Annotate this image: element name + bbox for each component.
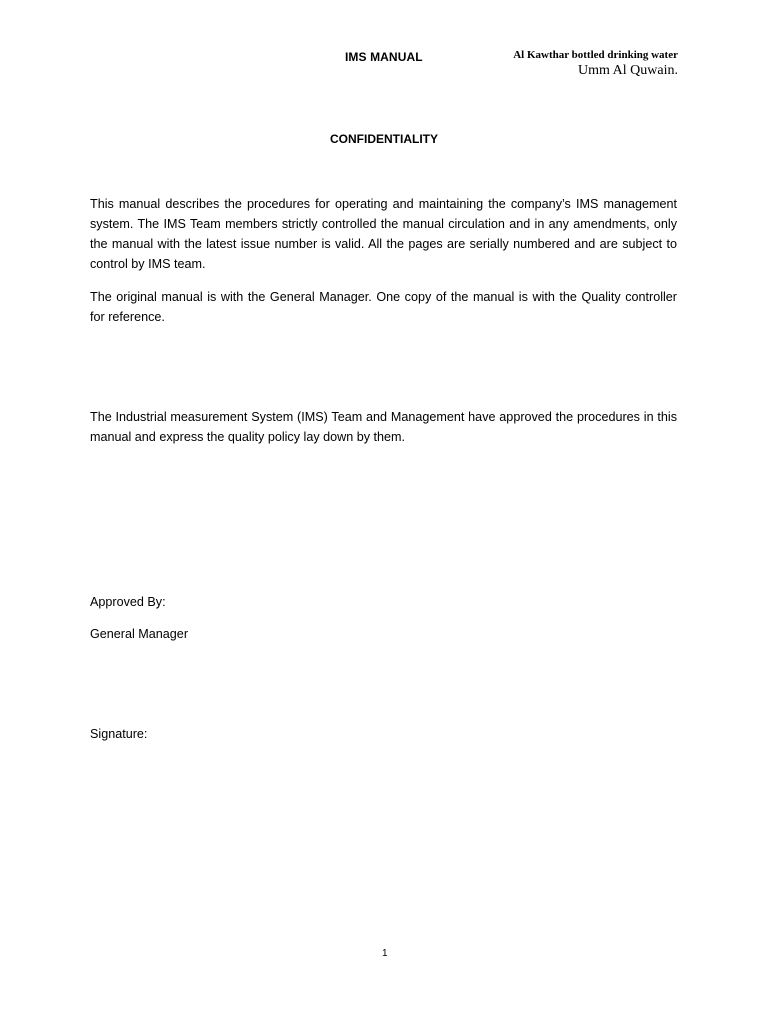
document-title: IMS MANUAL (345, 50, 423, 64)
company-name: Al Kawthar bottled drinking water (513, 49, 678, 61)
approver-title: General Manager (90, 627, 189, 641)
company-location: Umm Al Quwain. (578, 63, 678, 78)
page-number: 1 (382, 948, 388, 959)
company-block (513, 48, 678, 80)
approved-by-label: Approved By: (90, 595, 166, 609)
paragraph-manual-description: This manual describes the procedures for operating and maintaining the company’s IMS management system. The IMS Team members strictly controlled the manual circulation and in any amendments, only the manual with the latest issue number is valid. All the pages are serially numbered and are subject to control by IMS team. (90, 197, 677, 271)
section-heading: CONFIDENTIALITY (330, 132, 438, 146)
paragraph-approval-statement: The Industrial measurement System (IMS) Team and Management have approved the procedures in this manual and express the quality policy lay down by them. (90, 410, 677, 444)
paragraph-original-manual: The original manual is with the General Manager. One copy of the manual is with the Quality controller for reference. (90, 290, 677, 324)
signature-label: Signature: (90, 727, 148, 741)
